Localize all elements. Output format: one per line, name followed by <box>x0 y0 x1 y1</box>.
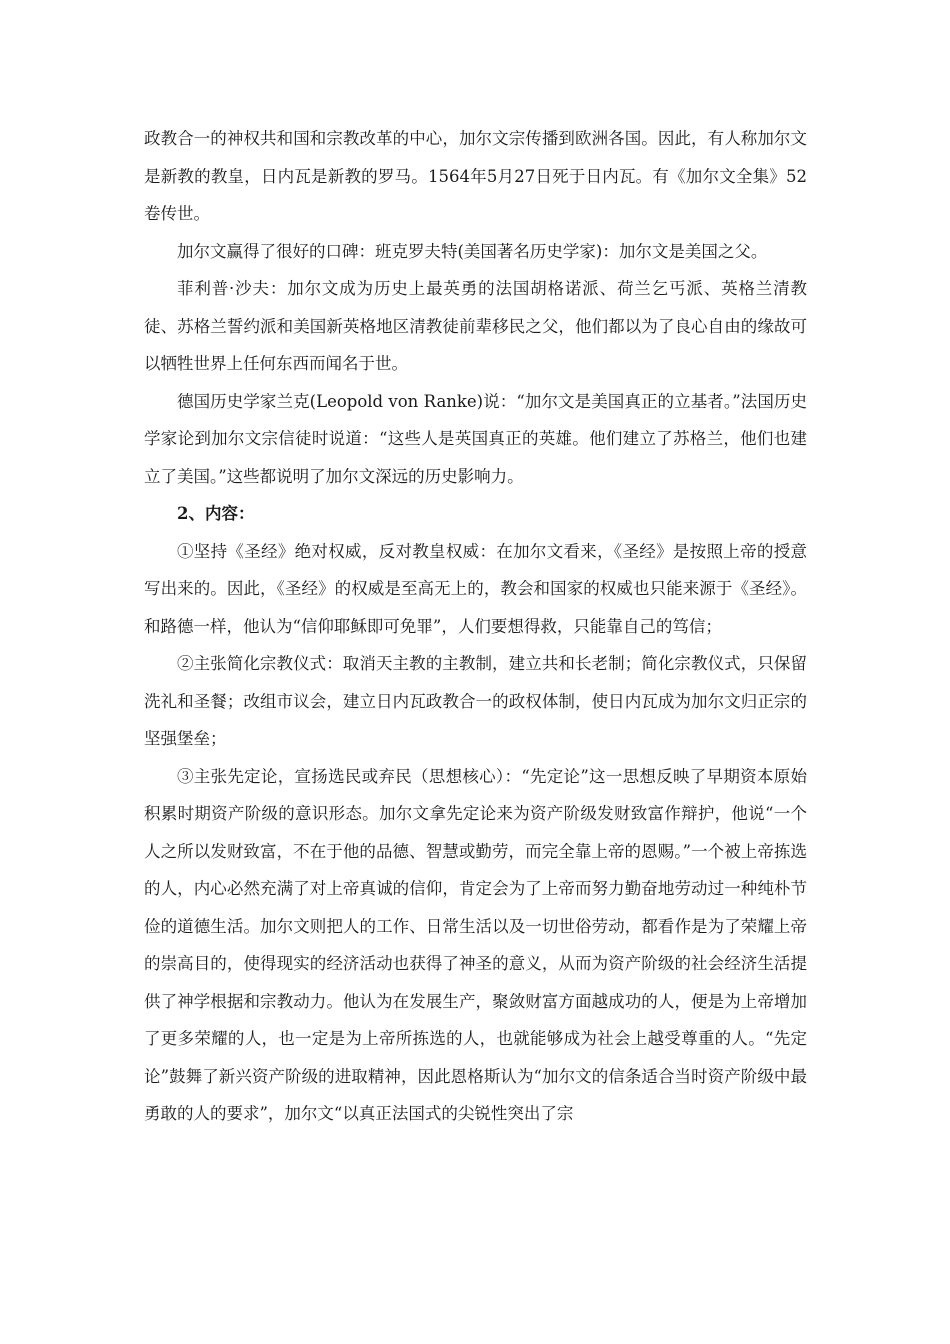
paragraph-ranke-quote: 德国历史学家兰克(Leopold von Ranke)说：“加尔文是美国真正的立基者。”法国历史学家论到加尔文宗信徒时说道：“这些人是英国真正的英雄。他们建立了苏格兰，他们也建立了美国。”这些都说明了加尔文深远的历史影响力。 <box>144 391 807 486</box>
paragraph-point-2: ②主张简化宗教仪式：取消天主教的主教制，建立共和长老制；简化宗教仪式，只保留洗礼和圣餐；改组市议会，建立日内瓦政教合一的政权体制，使日内瓦成为加尔文归正宗的坚强堡垒； <box>144 654 807 748</box>
section-heading-content: 2、内容： <box>177 504 255 523</box>
paragraph-reputation: 加尔文赢得了很好的口碑：班克罗夫特(美国著名历史学家)：加尔文是美国之父。 <box>177 241 768 261</box>
paragraph-schaff-quote: 菲利普·沙夫：加尔文成为历史上最英勇的法国胡格诺派、荷兰乞丐派、英格兰清教徒、苏格兰誓约派和美国新英格地区清教徒前辈移民之父，他们都以为了良心自由的缘故可以牺牲世界上任何东西而闻名于世。 <box>144 279 807 373</box>
paragraph-intro-continued: 政教合一的神权共和国和宗教改革的中心，加尔文宗传播到欧洲各国。因此，有人称加尔文是新教的教皇，日内瓦是新教的罗马。1564年5月27日死于日内瓦。有《加尔文全集》52卷传世。 <box>144 129 807 223</box>
paragraph-point-1: ①坚持《圣经》绝对权威，反对教皇权威：在加尔文看来，《圣经》是按照上帝的授意写出来的。因此，《圣经》的权威是至高无上的，教会和国家的权威也只能来源于《圣经》。和路德一样，他认为“信仰耶稣即可免罪”，人们要想得救，只能靠自己的笃信； <box>144 541 807 636</box>
paragraph-point-3: ③主张先定论，宣扬选民或弃民（思想核心）：“先定论”这一思想反映了早期资本原始积累时期资产阶级的意识形态。加尔文拿先定论来为资产阶级发财致富作辩护，他说“一个人之所以发财致富，不在于他的品德、智慧或勤劳，而完全靠上帝的恩赐。”一个被上帝拣选的人，内心必然充满了对上帝真诚的信仰，肯定会为了上帝而努力勤奋地劳动过一种纯朴节俭的道德生活。加尔文则把人的工作、日常生活以及一切世俗劳动，都看作是为了荣耀上帝的崇高目的，使得现实的经济活动也获得了神圣的意义，从而为资产阶级的社会经济生活提供了神学根据和宗教动力。他认为在发展生产，聚敛财富方面越成功的人，便是为上帝增加了更多荣耀的人，也一定是为上帝所拣选的人，也就能够成为社会上越受尊重的人。“先定论”鼓舞了新兴资产阶级的进取精神，因此恩格斯认为“加尔文的信条适合当时资产阶级中最勇敢的人的要求”，加尔文“以真正法国式的尖锐性突出了宗 <box>144 766 807 1123</box>
document-body <box>144 120 807 1133</box>
